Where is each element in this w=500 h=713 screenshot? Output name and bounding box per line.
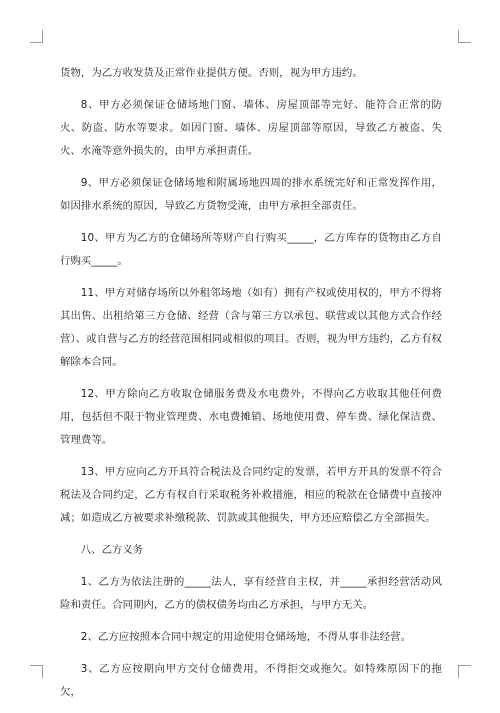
paragraph-item-13: 13、甲方应向乙方开具符合税法及合同约定的发票，若甲方开具的发票不符合税法及合同约定，乙方有权自行采取税务补救措施，相应的税款在仓储费中直接冲减；如造成乙方被要求补缴税款、罚款或其他损失，甲方还应赔偿乙方全部损失。	[60, 466, 442, 524]
paragraph-b-item-2: 2、乙方应按照本合同中规定的用途使用仓储场地，不得从事非法经营。	[80, 631, 412, 643]
paragraph-item-11: 11、甲方对储存场所以外租邻场地（如有）拥有产权或使用权的，甲方不得将其出售、出租给第三方仓储、经营（含与第三方以承包、联营或以其他方式合作经营）、或自营与乙方的经营范围相同或相似的项目。否则，视为甲方违约，乙方有权解除本合同。	[60, 287, 442, 368]
document-body	[60, 62, 442, 713]
paragraph-b-item-1: 1、乙方为依法注册的_____法人，享有经营自主权，并_____承担经营活动风险和责任。合同期内，乙方的债权债务均由乙方承担，与甲方无关。	[60, 576, 442, 611]
crop-mark-bottom-left	[30, 665, 43, 678]
paragraph-item-8: 8、甲方必须保证仓储场地门窗、墙体、房屋顶部等完好、能符合正常的防火、防盗、防水等要求。如因门窗、墙体、房屋顶部等原因，导致乙方被盗、失火、水淹等意外损失的，由甲方承担责任。	[60, 99, 442, 157]
section-heading: 八、乙方义务	[80, 544, 144, 556]
crop-mark-top-right	[458, 30, 471, 43]
paragraph-item-10: 10、甲方为乙方的仓储场所等财产自行购买_____，乙方库存的货物由乙方自行购买_____。	[60, 232, 442, 267]
paragraph-item-9: 9、甲方必须保证仓储场地和附属场地四周的排水系统完好和正常发挥作用，如因排水系统的原因，导致乙方货物受淹，由甲方承担全部责任。	[60, 177, 442, 212]
paragraph-item-12: 12、甲方除向乙方收取仓储服务费及水电费外，不得向乙方收取其他任何费用，包括但不限于物业管理费、水电费摊销、场地使用费、停车费、绿化保洁费、管理费等。	[60, 388, 442, 446]
crop-mark-top-left	[30, 30, 43, 43]
paragraph-continued: 货物，为乙方收发货及正常作业提供方便。否则，视为甲方违约。	[60, 67, 363, 79]
paragraph-b-item-3: 3、乙方应按期向甲方交付仓储费用，不得拒交或拖欠。如特殊原因下的拖欠，	[60, 663, 442, 698]
crop-mark-bottom-right	[458, 665, 471, 678]
